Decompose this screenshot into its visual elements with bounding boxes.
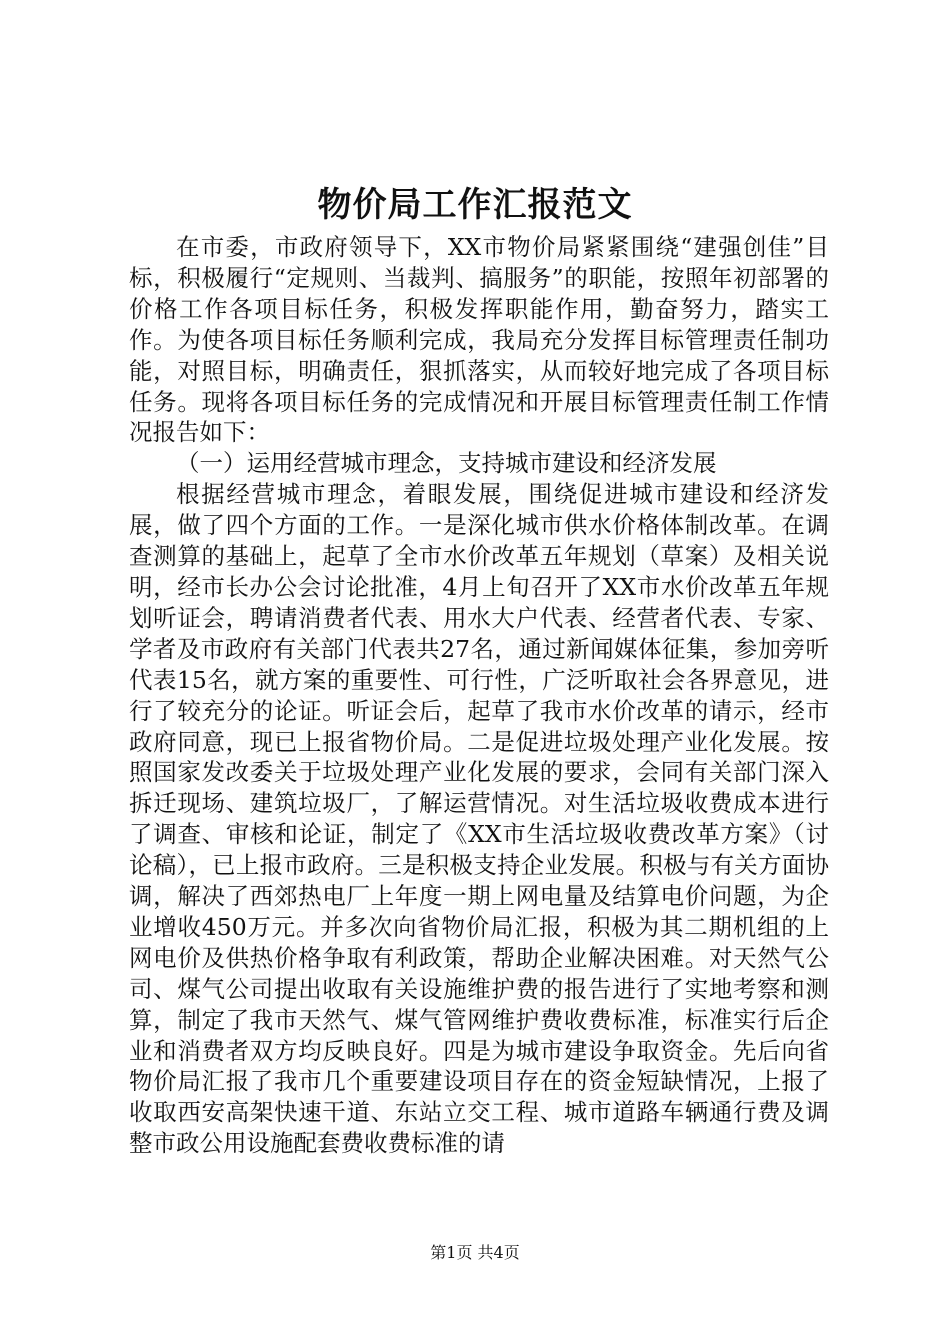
section-paragraph: 根据经营城市理念，着眼发展，围绕促进城市建设和经济发展，做了四个方面的工作。一是深化城市供水价格体制改革。在调查测算的基础上，起草了全市水价改革五年规划（草案）及相关说明，经市长办公会讨论批准，4月上旬召开了XX市水价改革五年规划听证会，聘请消费者代表、用水大户代表、经营者代表、专家、学者及市政府有关部门代表共27名，通过新闻媒体征集，参加旁听代表15名，就方案的重要性、可行性，广泛听取社会各界意见，进行了较充分的论证。听证会后，起草了我市水价改革的请示，经市政府同意，现已上报省物价局。二是促进垃圾处理产业化发展。按照国家发改委关于垃圾处理产业化发展的要求，会同有关部门深入拆迁现场、建筑垃圾厂，了解运营情况。对生活垃圾收费成本进行了调查、审核和论证，制定了《XX市生活垃圾收费改革方案》（讨论稿），已上报市政府。三是积极支持企业发展。积极与有关方面协调，解决了西郊热电厂上年度一期上网电量及结算电价问题，为企业增收450万元。并多次向省物价局汇报，积极为其二期机组的上网电价及供热价格争取有利政策，帮助企业解决困难。对天然气公司、煤气公司提出收取有关设施维护费的报告进行了实地考察和测算，制定了我市天然气、煤气管网维护费收费标准，标准实行后企业和消费者双方均反映良好。四是为城市建设争取资金。先后向省物价局汇报了我市几个重要建设项目存在的资金短缺情况，上报了收取西安高架快速干道、东站立交工程、城市道路车辆通行费及调整市政公用设施配套费收费标准的请 <box>129 480 829 1158</box>
document-title: 物价局工作汇报范文 <box>317 185 633 225</box>
intro-paragraph: 在市委，市政府领导下，XX市物价局紧紧围绕“建强创佳”目标，积极履行“定规则、当裁判、搞服务”的职能，按照年初部署的价格工作各项目标任务，积极发挥职能作用，勤奋努力，踏实工作。为使各项目标任务顺利完成，我局充分发挥目标管理责任制功能，对照目标，明确责任，狠抓落实，从而较好地完成了各项目标任务。现将各项目标任务的完成情况和开展目标管理责任制工作情况报告如下： <box>129 233 829 447</box>
document-body <box>129 232 829 1159</box>
section-heading: （一）运用经营城市理念，支持城市建设和经济发展 <box>176 449 717 478</box>
page-number-footer: 第1页 共4页 <box>430 1243 520 1262</box>
